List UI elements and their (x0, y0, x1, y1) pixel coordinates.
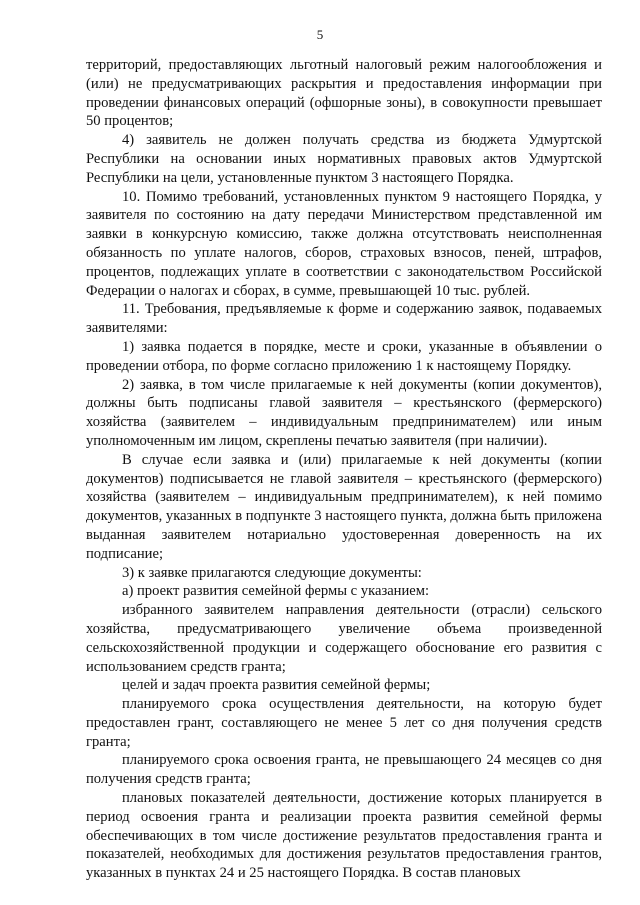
paragraph: плановых показателей деятельности, достижение которых планируется в период освоения гранта и реализации проекта развития семейной фермы обеспечивающих в том числе достижение результатов предоставления гранта и показателей, необходимых для достижения результатов предоставления грантов, указанных в пунктах 24 и 25 настоящего Порядка. В состав плановых (86, 790, 602, 882)
document-body (86, 56, 602, 883)
paragraph: 3) к заявке прилагаются следующие документы: (122, 564, 422, 581)
paragraph: планируемого срока освоения гранта, не превышающего 24 месяцев со дня получения средств гранта; (86, 752, 602, 788)
paragraph: 2) заявка, в том числе прилагаемые к ней документы (копии документов), должны быть подписаны главой заявителя – крестьянского (фермерского) хозяйства (заявителем – индивидуальным предпринимателем) или иным уполномоченным им лицом, скреплены печатью заявителя (при наличии). (86, 376, 602, 449)
paragraph: а) проект развития семейной фермы с указанием: (122, 583, 430, 600)
paragraph: планируемого срока осуществления деятельности, на которую будет предоставлен грант, составляющего не менее 5 лет со дня получения средств гранта; (86, 696, 602, 750)
paragraph: избранного заявителем направления деятельности (отрасли) сельского хозяйства, предусматривающего увеличение объема произведенной сельскохозяйственной продукции и содержащего обоснование его развития с использованием средств гранта; (86, 602, 602, 675)
paragraph: 10. Помимо требований, установленных пунктом 9 настоящего Порядка, у заявителя по состоянию на дату передачи Министерством представленной им заявки в конкурсную комиссию, также должна отсутствовать неисполненная обязанность по уплате налогов, сборов, страховых взносов, пеней, штрафов, процентов, подлежащих уплате в соответствии с законодательством Российской Федерации о налогах и сборах, в сумме, превышающей 10 тыс. рублей. (86, 188, 602, 299)
paragraph: 11. Требования, предъявляемые к форме и содержанию заявок, подаваемых заявителями: (86, 301, 602, 337)
paragraph: В случае если заявка и (или) прилагаемые к ней документы (копии документов) подписывается не главой заявителя – крестьянского (фермерского) хозяйства (заявителем – индивидуальным предпринимателем), к ней помимо документов, указанных в подпункте 3 настоящего пункта, должна быть приложена выданная заявителем нотариально удостоверенная доверенность на их подписание; (86, 451, 602, 562)
paragraph: 1) заявка подается в порядке, месте и сроки, указанные в объявлении о проведении отбора, по форме согласно приложению 1 к настоящему Порядку. (86, 338, 602, 374)
page-number: 5 (316, 27, 324, 42)
paragraph: 4) заявитель не должен получать средства из бюджета Удмуртской Республики на основании иных нормативных правовых актов Удмуртской Республики на цели, установленные пунктом 3 настоящего Порядка. (86, 132, 602, 186)
paragraph: целей и задач проекта развития семейной фермы; (122, 677, 431, 694)
paragraph: территорий, предоставляющих льготный налоговый режим налогообложения и (или) не предусматривающих раскрытия и предоставления информации при проведении финансовых операций (офшорные зоны), в совокупности превышает 50 процентов; (86, 57, 602, 130)
